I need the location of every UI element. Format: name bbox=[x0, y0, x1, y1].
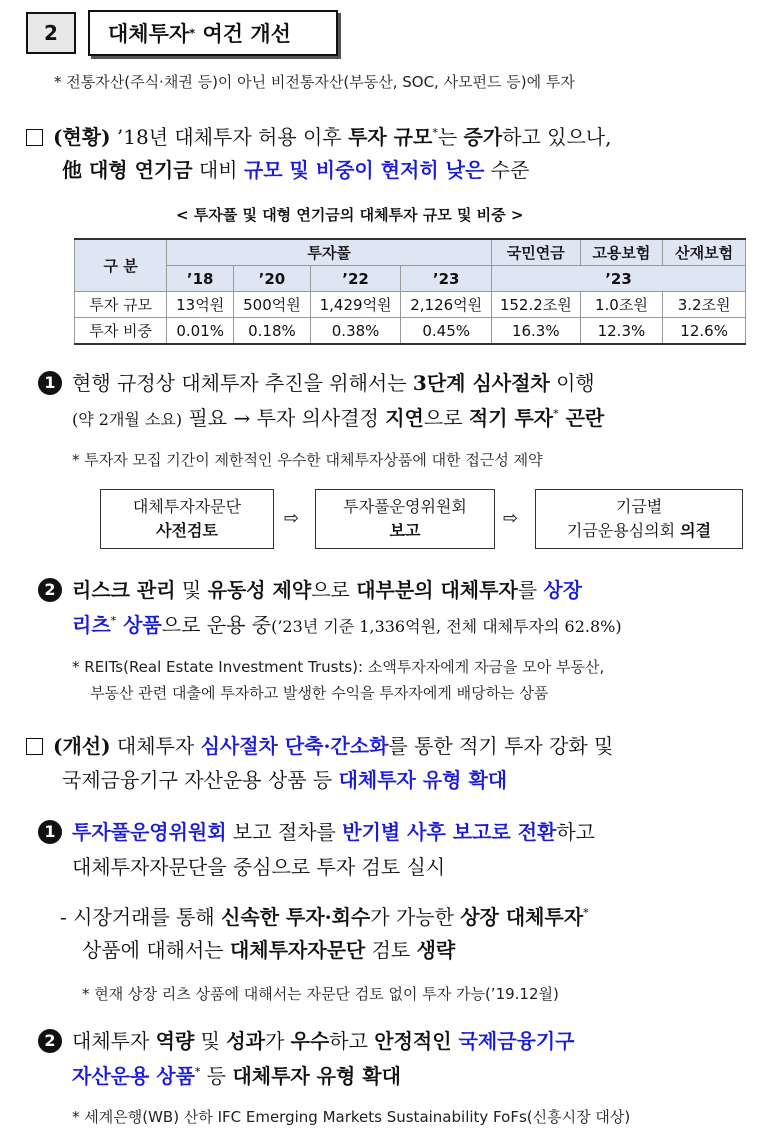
improve2-line-2 bbox=[72, 1059, 401, 1093]
point1-text: 적기 투자 bbox=[468, 406, 554, 430]
point1-text: 으로 bbox=[423, 406, 469, 430]
flow-step-advisory bbox=[100, 489, 274, 549]
improve1-text: 신속한 투자·회수 bbox=[221, 905, 371, 929]
improve1-sub-line-1 bbox=[60, 900, 589, 934]
point2-text: (’23년 기준 1,336억원, 전체 대체투자의 62.8%) bbox=[271, 617, 622, 636]
improve2-text: 가 bbox=[264, 1029, 291, 1053]
point2-note-2: 부동산 관련 대출에 투자하고 발생한 수익을 투자자에게 배당하는 상품 bbox=[90, 684, 549, 702]
flow-step-label: 기금운용심의회 bbox=[566, 521, 681, 540]
flow-step-action: 보고 bbox=[389, 521, 421, 540]
table-cell: 0.38% bbox=[310, 318, 401, 345]
point2-text: 유동성 제약 bbox=[207, 578, 312, 602]
point2-line-2 bbox=[72, 608, 622, 644]
footnote-mark: * bbox=[583, 906, 589, 920]
point2-text: 으로 운용 중 bbox=[161, 613, 272, 637]
improve1-text: 검토 bbox=[365, 938, 417, 962]
current-text: 수준 bbox=[484, 158, 530, 182]
improve2-text: 등 bbox=[200, 1064, 233, 1088]
table-row-label: 투자 규모 bbox=[75, 292, 167, 318]
improve1-line-2: 대체투자자문단을 중심으로 투자 검토 실시 bbox=[72, 855, 446, 879]
table-cell: 152.2조원 bbox=[491, 292, 580, 318]
improve1-text: 상장 대체투자 bbox=[460, 905, 584, 929]
improve2-text: 역량 bbox=[155, 1029, 195, 1053]
table-corner: 구 분 bbox=[75, 239, 167, 292]
point1-text: 지연 bbox=[385, 406, 424, 430]
improve2-text: 대체투자 유형 확대 bbox=[232, 1064, 401, 1088]
point2-line-1 bbox=[38, 573, 582, 607]
table-cell: 13억원 bbox=[167, 292, 234, 318]
improve2-highlight: 국제금융기구 bbox=[451, 1029, 575, 1053]
improve2-text: 우수 bbox=[290, 1029, 330, 1053]
improve1-text: 대체투자자문단 bbox=[229, 938, 366, 962]
current-highlight: 규모 및 비중이 현저히 낮은 bbox=[243, 158, 485, 182]
improve1-text: 가 가능한 bbox=[370, 905, 461, 929]
section-number: 2 bbox=[26, 12, 76, 54]
point2-note-1: * REITs(Real Estate Investment Trusts): 소액투자자에게 자금을 모아 부동산, bbox=[72, 658, 605, 676]
table-group-nps: 국민연금 bbox=[491, 239, 580, 266]
table-cell: 500억원 bbox=[234, 292, 311, 318]
improve1-line-1 bbox=[38, 815, 595, 849]
improve-label: (개선) bbox=[53, 734, 111, 758]
title-rest: 여건 개선 bbox=[195, 22, 291, 46]
point1-text: 3단계 심사절차 bbox=[412, 371, 550, 395]
table-year: ’22 bbox=[310, 266, 401, 292]
improve-highlight: 심사절차 단축·간소화 bbox=[200, 734, 389, 758]
current-text: 투자 규모 bbox=[348, 125, 433, 149]
title-main: 대체투자 bbox=[108, 22, 190, 46]
point2-text: 으로 bbox=[311, 578, 357, 602]
improve2-text: 성과 bbox=[226, 1029, 265, 1053]
improve2-text: 하고 bbox=[329, 1029, 375, 1053]
point2-text: 및 bbox=[175, 578, 208, 602]
number-2-icon: 2 bbox=[38, 578, 62, 602]
point2-highlight: 리츠 bbox=[72, 613, 111, 637]
table-group-ia: 산재보험 bbox=[663, 239, 746, 266]
current-line-2 bbox=[62, 153, 529, 187]
current-text: 증가 bbox=[463, 125, 503, 149]
header-footnote: * 전통자산(주식·채권 등)이 아닌 비전통자산(부동산, SOC, 사모펀드 등)에 투자 bbox=[54, 73, 575, 91]
number-1-icon: 1 bbox=[38, 820, 62, 844]
current-text: 하고 있으나, bbox=[502, 125, 612, 149]
improve1-text: 시장거래를 통해 bbox=[66, 905, 222, 929]
improve1-highlight: 투자풀운영위원회 bbox=[72, 820, 227, 844]
improve2-highlight: 자산운용 상품 bbox=[72, 1064, 195, 1088]
footnote-mark: * bbox=[553, 407, 559, 421]
flow-step-action: 의결 bbox=[680, 521, 712, 540]
point2-text: 대부분의 대체투자 bbox=[356, 578, 518, 602]
checkbox-icon bbox=[26, 738, 43, 755]
point1-note: * 투자자 모집 기간이 제한적인 우수한 대체투자상품에 대한 접근성 제약 bbox=[72, 451, 543, 469]
number-1-icon: 1 bbox=[38, 371, 62, 395]
table-year: ’18 bbox=[167, 266, 234, 292]
flow-step-label: 대체투자자문단 bbox=[132, 497, 242, 516]
point2-text: 를 bbox=[517, 578, 544, 602]
improve-highlight: 대체투자 유형 확대 bbox=[338, 768, 508, 792]
improve1-text: 상품에 대해서는 bbox=[82, 938, 230, 962]
table-row-label: 투자 비중 bbox=[75, 318, 167, 345]
checkbox-icon bbox=[26, 129, 43, 146]
improve2-line-1 bbox=[38, 1024, 574, 1058]
improve-text: 대체투자 bbox=[110, 734, 201, 758]
point2-highlight: 상품 bbox=[116, 613, 162, 637]
table-year: ’23 bbox=[491, 266, 745, 292]
table-year: ’20 bbox=[234, 266, 311, 292]
point1-line-1 bbox=[38, 366, 595, 400]
point1-text: 곤란 bbox=[558, 406, 605, 430]
current-text: 他 bbox=[62, 158, 89, 182]
point2-highlight: 상장 bbox=[543, 578, 583, 602]
footnote-mark: * bbox=[432, 126, 438, 140]
table-cell: 1.0조원 bbox=[580, 292, 663, 318]
current-line-1 bbox=[26, 120, 611, 154]
current-text: 대비 bbox=[192, 158, 244, 182]
improve2-text: 및 bbox=[194, 1029, 227, 1053]
flow-step-label: 투자풀운영위원회 bbox=[343, 497, 467, 516]
improve-line-1 bbox=[26, 729, 613, 763]
table-cell: 1,429억원 bbox=[310, 292, 401, 318]
improve2-text: 대체투자 bbox=[72, 1029, 156, 1053]
flow-step-label: 기금별 bbox=[615, 497, 663, 516]
point1-text: 현행 규정상 대체투자 추진을 위해서는 bbox=[72, 371, 413, 395]
table-cell: 2,126억원 bbox=[401, 292, 492, 318]
section-title: 대체투자 * 여건 개선 bbox=[88, 10, 338, 56]
table-group-pool: 투자풀 bbox=[167, 239, 492, 266]
point2-text: 리스크 관리 bbox=[72, 578, 176, 602]
improve-text: 를 통한 적기 투자 강화 및 bbox=[388, 734, 614, 758]
footnote-mark: * bbox=[110, 614, 117, 628]
improve1-text: 하고 bbox=[556, 820, 595, 844]
improve-line-2 bbox=[62, 763, 507, 797]
table-cell: 16.3% bbox=[491, 318, 580, 345]
table-cell: 3.2조원 bbox=[663, 292, 746, 318]
current-label: (현황) bbox=[53, 125, 111, 149]
table-row bbox=[75, 318, 746, 345]
current-text: ’18년 대체투자 허용 이후 bbox=[110, 125, 349, 149]
table-row bbox=[75, 292, 746, 318]
improve2-text: 안정적인 bbox=[374, 1029, 452, 1053]
improve1-text: 생략 bbox=[416, 938, 456, 962]
improve1-note: * 현재 상장 리츠 상품에 대해서는 자문단 검토 없이 투자 가능(’19.12월) bbox=[82, 985, 559, 1003]
table-cell: 0.18% bbox=[234, 318, 311, 345]
table-cell: 12.6% bbox=[663, 318, 746, 345]
flow-step-action: 사전검토 bbox=[156, 521, 218, 540]
point1-line-2 bbox=[72, 401, 604, 437]
improve-text: 국제금융기구 자산운용 상품 등 bbox=[62, 768, 339, 792]
footnote-mark: * bbox=[194, 1065, 201, 1079]
arrow-right-icon: ⇨ bbox=[284, 508, 300, 529]
point1-text: 필요 → 투자 의사결정 bbox=[182, 406, 386, 430]
table-cell: 0.45% bbox=[401, 318, 492, 345]
improve1-text: 보고 절차를 bbox=[226, 820, 343, 844]
table-cell: 12.3% bbox=[580, 318, 663, 345]
number-2-icon: 2 bbox=[38, 1029, 62, 1053]
point1-text: (약 2개월 소요) bbox=[72, 410, 183, 429]
flow-step-committee bbox=[315, 489, 495, 549]
current-text: 대형 연기금 bbox=[88, 158, 193, 182]
current-text: 는 bbox=[437, 125, 464, 149]
improve1-sub-line-2 bbox=[82, 933, 455, 967]
dash-bullet: - bbox=[60, 905, 67, 929]
table-group-ei: 고용보험 bbox=[580, 239, 663, 266]
table-caption: < 투자풀 및 대형 연기금의 대체투자 규모 및 비중 > bbox=[176, 206, 524, 224]
table-year: ’23 bbox=[401, 266, 492, 292]
improve1-highlight: 반기별 사후 보고로 전환 bbox=[342, 820, 557, 844]
investment-table bbox=[74, 238, 746, 345]
flow-step-fund bbox=[535, 489, 743, 549]
point1-text: 이행 bbox=[549, 371, 595, 395]
arrow-right-icon: ⇨ bbox=[503, 508, 519, 529]
improve2-note: * 세계은행(WB) 산하 IFC Emerging Markets Sustainability FoFs(신흥시장 대상) bbox=[72, 1108, 631, 1126]
table-cell: 0.01% bbox=[167, 318, 234, 345]
